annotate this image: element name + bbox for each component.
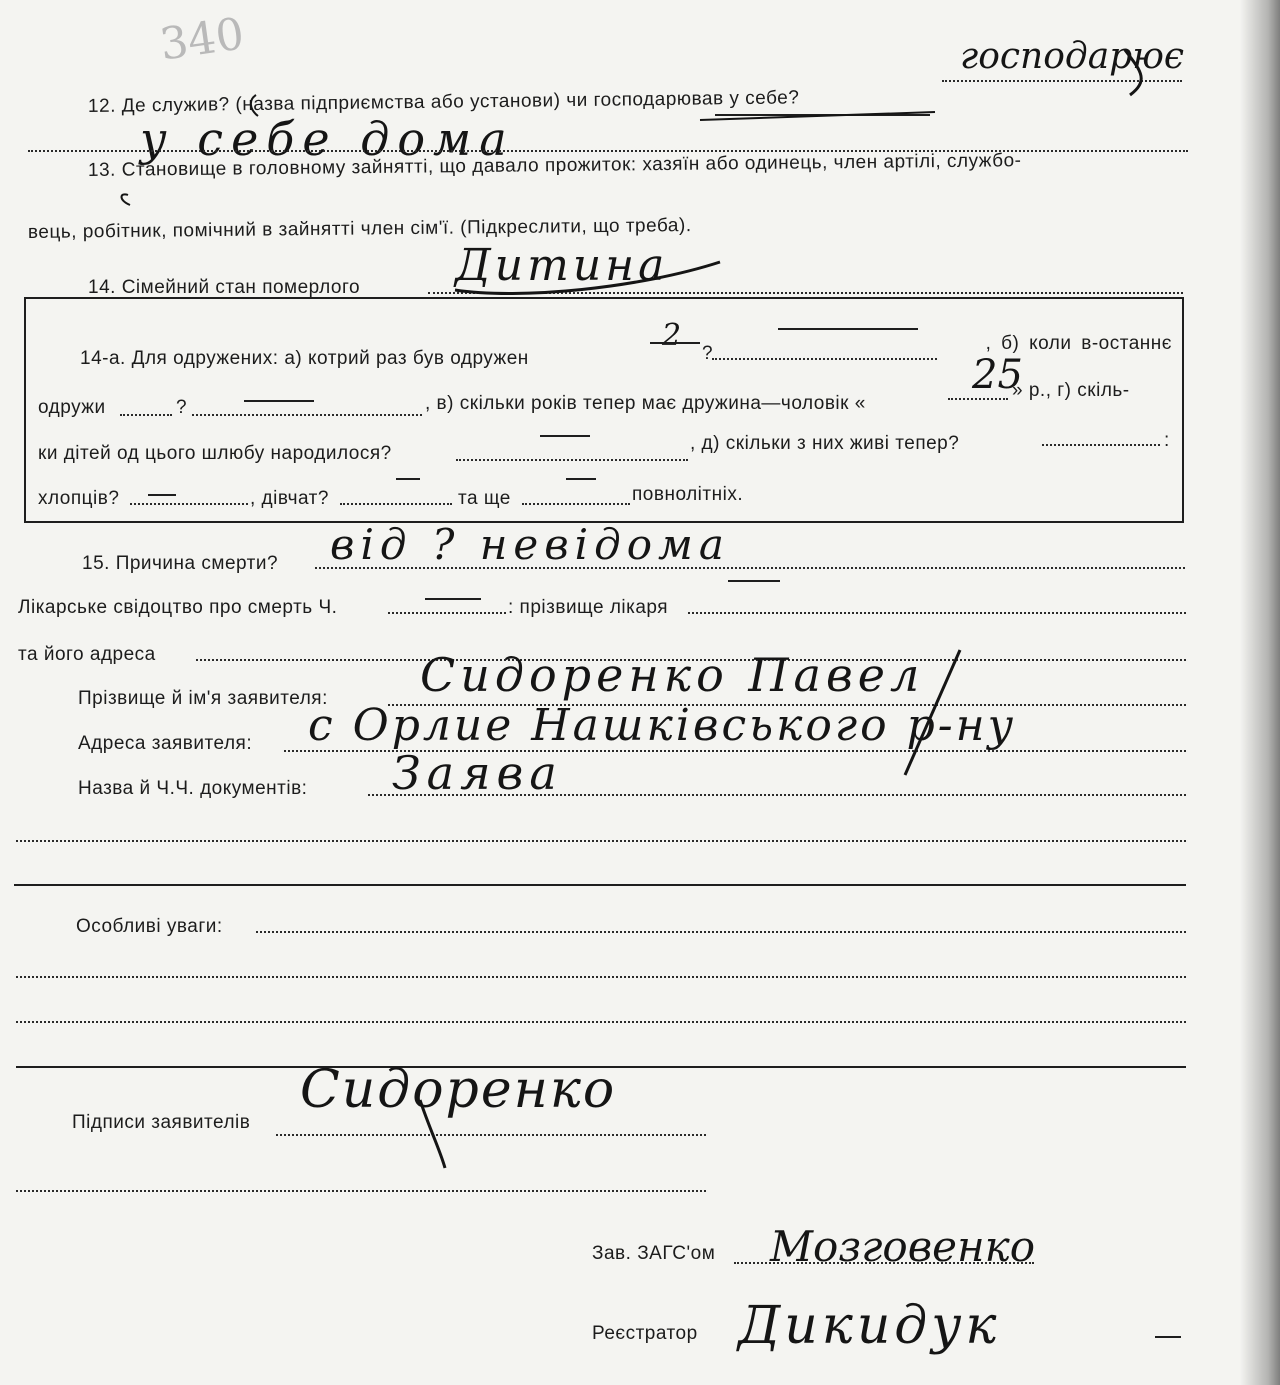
q14a-line1-b: , б) коли в-останнє [985,333,1172,354]
q14-flourish [455,262,720,294]
q13-line1: 13. Становище в головному зайнятті, що давало прожиток: хазяїн або одинець, член артілі, службо- [87,150,1022,181]
notes-label: Особливі уваги: [76,916,223,937]
medical-label: Лікарське свідоцтво про смерть Ч. [18,597,338,618]
q12-answer: у себе дома [140,112,515,166]
q12-underline-stroke [700,112,935,120]
medical-doctor-label: : прізвище лікаря [508,597,669,618]
q12-label: 12. Де служив? (назва підприємства або установи) чи господарював у себе? [87,87,800,117]
q12-bracket [251,95,258,116]
zags-head-signature: Мозговенко [770,1222,1036,1271]
q14a-line2-q: ? [176,397,188,418]
q14a-line1-a: 14-а. Для одружених: а) котрий раз був одружен [80,348,529,369]
applicant-name-label: Прізвище й ім'я заявителя: [78,688,328,709]
archive-number: 340 [156,8,248,71]
registrar-label: Реєстратор [592,1323,698,1344]
q14-label: 14. Сімейний стан померлого [88,277,361,298]
q14a-line4-d: повнолітніх. [632,484,744,505]
q14a-line2-b: , в) скільки років тепер має дружина—чоловік « [425,393,866,414]
q14a-line3-a: ки дітей од цього шлюбу народилося? [38,443,392,464]
q14a-line3-c: : [1164,430,1170,451]
applicant-name-answer: Сидоренко Павел [420,648,925,702]
q14a-age: 25 [972,352,1023,398]
q14-answer: Дитина [455,240,669,291]
q14a-line4-c: та ще [458,488,511,509]
q14a-line2-a: одружи [38,397,106,418]
zags-head-label: Зав. ЗАГС'ом [592,1243,716,1264]
q14a-line4-b: , дівчат? [250,488,329,509]
applicant-address-answer: с Орлие Нашківського р-ну [308,700,1017,751]
signatures-label: Підписи заявителів [72,1112,251,1133]
q15-answer: від ? невідома [330,520,730,569]
applicant-docs-label: Назва й Ч.Ч. документів: [78,778,308,799]
q14a-married-times: 2 [662,318,682,353]
applicant-slash [905,650,960,775]
signature-underline [420,1100,445,1168]
q13-bracket [122,194,131,205]
registrar-signature: Дикидук [738,1296,1001,1356]
q14a-line3-b: , д) скільки з них живі тепер? [690,433,960,454]
applicant-docs-answer: Заява [392,746,563,800]
q13-line2: вець, робітник, помічний в зайнятті член сім'ї. (Підкреслити, що треба). [27,215,692,243]
q12-answer-top: господарює [960,36,1185,77]
applicant-address-label: Адреса заявителя: [78,733,253,754]
signatures-answer: Сидоренко [300,1060,617,1120]
q14a-line2-c: » р., г) скіль- [1012,380,1130,401]
q12-flourish [1125,50,1141,95]
medical-address-label: та його адреса [18,644,156,665]
q15-label: 15. Причина смерти? [82,553,279,574]
q14a-line1-q: ? [702,343,714,364]
q14a-line4-a: хлопців? [38,488,120,509]
